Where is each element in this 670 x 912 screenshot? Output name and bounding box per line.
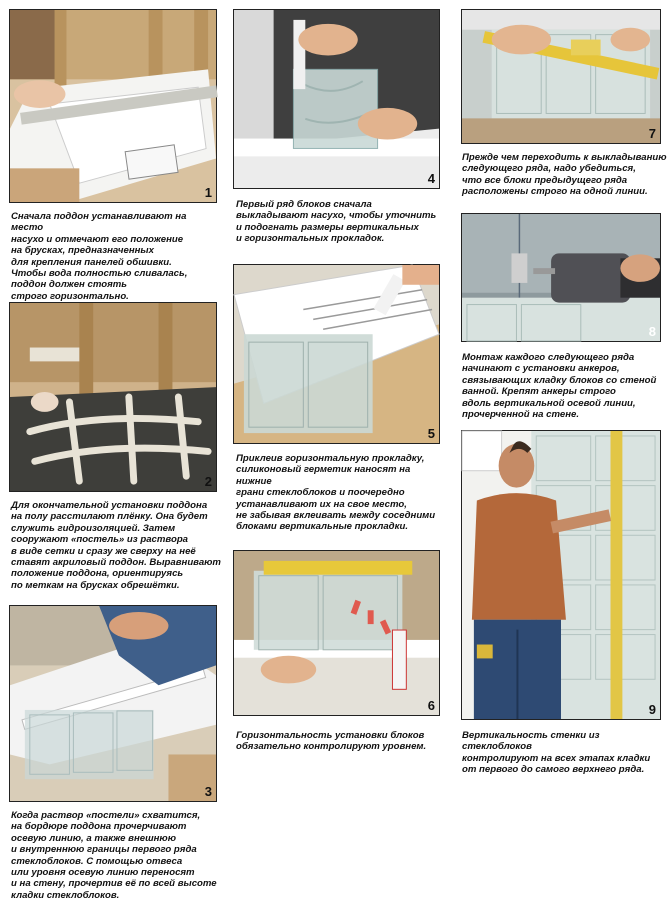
step-2-caption: Для окончательной установки поддона на полу расстилают плёнку. Она будет служить гидроизоляцией. Затем сооружают «постель» из раствора в виде сетки и сразу же сверху на неё ставят акриловый поддон. Выравнивают положение поддона, ориентируясь по меткам на брусках обрешётки. (11, 500, 221, 591)
step-1-photo (9, 9, 217, 203)
step-3-number: 3 (204, 784, 212, 799)
step-2-photo (9, 302, 217, 492)
step-4-caption: Первый ряд блоков сначала выкладывают насухо, чтобы уточнить и подогнать размеры вертикальных и горизонтальных прокладок. (236, 199, 437, 245)
step-6-caption: Горизонтальность установки блоков обязательно контролируют уровнем. (236, 730, 427, 753)
step-8-number: 8 (648, 324, 656, 339)
step-9-number: 9 (648, 702, 656, 717)
step-5-caption: Приклеив горизонтальную прокладку, силиконовый герметик наносят на нижние грани стеклоблоков и поочередно устанавливают их на свое место, не забывая вклеивать между соседними блоками вертикальные прокладки. (236, 453, 436, 533)
step-7-number: 7 (648, 126, 656, 141)
step-3-photo (9, 605, 217, 802)
step-2-number: 2 (204, 474, 212, 489)
step-5-number: 5 (427, 426, 435, 441)
step-8-caption: Монтаж каждого следующего ряда начинают с установки анкеров, связывающих кладку блоков со стеной ванной. Крепят анкеры строго вдоль вертикальной осевой линии, прочерченной на стене. (462, 352, 657, 421)
step-6-number: 6 (427, 698, 435, 713)
step-6-photo (233, 550, 440, 716)
step-5-photo (233, 264, 440, 444)
step-1-caption: Сначала поддон устанавливают на место насухо и отмечают его положение на брусках, предназначенных для крепления панелей обшивки. Чтобы вода полностью сливалась, поддон должен стоять строго горизонтально. (11, 211, 188, 302)
step-7-photo (461, 9, 661, 144)
step-8-photo (461, 213, 661, 342)
step-4-photo (233, 9, 440, 189)
step-4-number: 4 (427, 171, 435, 186)
step-1-number: 1 (204, 185, 212, 200)
step-7-caption: Прежде чем переходить к выкладыванию следующего ряда, надо убедиться, что все блоки предыдущего ряда расположены строго на одной линии. (462, 152, 667, 198)
step-9-photo (461, 430, 661, 720)
step-3-caption: Когда раствор «постели» схватится, на бордюре поддона прочерчивают осевую линию, а также внешнюю и внутреннюю границы первого ряда стеклоблоков. С помощью отвеса или уровня осевую линию переносят и на стену, прочертив её по всей высоте кладки стеклоблоков. (11, 810, 217, 901)
step-9-caption: Вертикальность стенки из стеклоблоков контролируют на всех этапах кладки от первого до самого верхнего ряда. (462, 730, 651, 776)
